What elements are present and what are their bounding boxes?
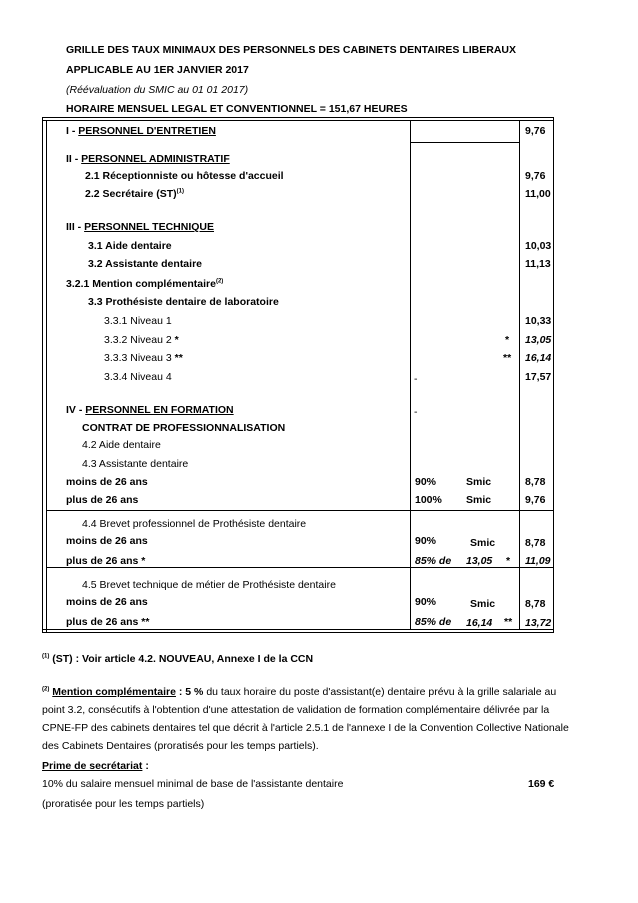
- r1-base: Smic: [466, 476, 492, 488]
- footnote-1: $^{(1)}$ (ST) : Voir article 4.2. NOUVEAU, Annexe I de la CCN: [42, 653, 314, 665]
- r5-base: Smic: [470, 598, 496, 610]
- table-left-border-inner: [46, 120, 47, 633]
- table-bottom-border: [42, 629, 554, 630]
- aide-dentaire-rate: 10,03: [525, 240, 552, 252]
- mention-complementaire-label: 3.2.1 Mention complémentaire$^{(2)}$: [66, 278, 224, 290]
- r6-rate: 13,72: [525, 617, 552, 629]
- aide-dentaire-label: 3.1 Aide dentaire: [88, 240, 172, 252]
- niveau-2-rate: 13,05: [525, 334, 552, 346]
- niveau-1-rate: 10,33: [525, 315, 552, 327]
- revaluation-note: (Réévaluation du SMIC au 01 01 2017): [66, 84, 249, 96]
- table-right-border: [553, 117, 554, 633]
- r6-label: plus de 26 ans **: [66, 616, 150, 628]
- assistante-dentaire-rate: 11,13: [525, 258, 551, 270]
- niveau-4-rate: 17,57: [525, 371, 552, 383]
- brevet-tech-label: 4.5 Brevet technique de métier de Prothésiste dentaire: [82, 579, 336, 591]
- receptionist-rate: 9,76: [525, 170, 546, 182]
- section-1-heading: I - PERSONNEL D'ENTRETIEN: [66, 125, 216, 137]
- r4-label: plus de 26 ans *: [66, 555, 146, 567]
- prime-note: (proratisée pour les temps partiels): [42, 798, 205, 810]
- brevet-pro-label: 4.4 Brevet professionnel de Prothésiste dentaire: [82, 518, 307, 530]
- contrat-pro-label: CONTRAT DE PROFESSIONNALISATION: [82, 422, 286, 434]
- r5-label: moins de 26 ans: [66, 596, 148, 608]
- r1-rate: 8,78: [525, 476, 546, 488]
- niveau-3-rate: 16,14: [525, 352, 552, 364]
- table-bottom-border-outer: [42, 632, 554, 633]
- niveau-3-label: 3.3.3 Niveau 3 **: [104, 352, 183, 364]
- section-1-rate: 9,76: [525, 125, 546, 137]
- r5-percent: 90%: [415, 596, 437, 608]
- niveau-2-label: 3.3.2 Niveau 2 *: [104, 334, 179, 346]
- r2-label: plus de 26 ans: [66, 494, 139, 506]
- section-2-heading: II - PERSONNEL ADMINISTRATIF: [66, 153, 230, 165]
- row-divider-1: [46, 510, 553, 511]
- r1-label: moins de 26 ans: [66, 476, 148, 488]
- r1-percent: 90%: [415, 476, 437, 488]
- r6-star: **: [504, 616, 513, 628]
- formation-assistante-label: 4.3 Assistante dentaire: [82, 458, 189, 470]
- r2-base: Smic: [466, 494, 492, 506]
- table-left-border: [42, 117, 43, 633]
- secretary-label: 2.2 Secrétaire (ST)$^{(1)}$: [85, 188, 184, 200]
- r3-base: Smic: [470, 537, 496, 549]
- formation-aide-label: 4.2 Aide dentaire: [82, 439, 161, 451]
- r4-star: *: [506, 555, 511, 567]
- prothesiste-label: 3.3 Prothésiste dentaire de laboratoire: [88, 296, 279, 308]
- r4-base: 13,05: [466, 555, 493, 567]
- document-title: GRILLE DES TAUX MINIMAUX DES PERSONNELS DES CABINETS DENTAIRES LIBERAUX: [66, 44, 516, 56]
- r3-percent: 90%: [415, 535, 437, 547]
- footnote-2: $^{(2)}$ Mention complémentaire : 5 % du taux horaire du poste d'assistant(e) dentaire prévu à la grille salariale au point 3.2, consécutifs à l'obtention d'une attestation de validation de formation complémentaire délivrée par la CPNE-FP des cabinets dentaires tel que décrit à l'article 2.5.1 de l'annexe I de la Convention Collective Nationale des Cabinets Dentaires (proratisés pour les temps partiels).: [42, 686, 569, 752]
- r2-rate: 9,76: [525, 494, 546, 506]
- assistante-dentaire-label: 3.2 Assistante dentaire: [88, 258, 202, 270]
- niveau-2-star: *: [505, 334, 510, 346]
- table-top-border: [42, 117, 554, 118]
- r3-label: moins de 26 ans: [66, 535, 148, 547]
- hours-line: HORAIRE MENSUEL LEGAL ET CONVENTIONNEL = 151,67 HEURES: [66, 103, 408, 115]
- niveau-4-dash: -: [414, 373, 418, 385]
- column-divider-2: [519, 120, 520, 630]
- section-4-heading: IV - PERSONNEL EN FORMATION: [66, 404, 234, 416]
- row-divider-2: [46, 567, 553, 568]
- r3-rate: 8,78: [525, 537, 546, 549]
- prime-heading: Prime de secrétariat :: [42, 760, 149, 772]
- column-divider-1: [410, 120, 411, 630]
- section-3-heading: III - PERSONNEL TECHNIQUE: [66, 221, 215, 233]
- prime-text: 10% du salaire mensuel minimal de base de l'assistante dentaire: [42, 778, 344, 790]
- r6-percent: 85% de: [415, 616, 452, 628]
- r6-base: 16,14: [466, 617, 493, 629]
- r2-percent: 100%: [415, 494, 442, 506]
- niveau-1-label: 3.3.1 Niveau 1: [104, 315, 172, 327]
- secretary-rate: 11,00: [525, 188, 551, 200]
- receptionist-label: 2.1 Réceptionniste ou hôtesse d'accueil: [85, 170, 284, 182]
- niveau-3-star: **: [503, 352, 512, 364]
- r5-rate: 8,78: [525, 598, 546, 610]
- section-4-dash: -: [414, 406, 418, 418]
- table-top-border-inner: [42, 120, 554, 121]
- r4-percent: 85% de: [415, 555, 452, 567]
- rate-cell-divider: [410, 142, 520, 143]
- applicable-date: APPLICABLE AU 1ER JANVIER 2017: [66, 64, 249, 76]
- prime-amount: 169 €: [528, 778, 555, 790]
- r4-rate: 11,09: [525, 555, 551, 567]
- niveau-4-label: 3.3.4 Niveau 4: [104, 371, 172, 383]
